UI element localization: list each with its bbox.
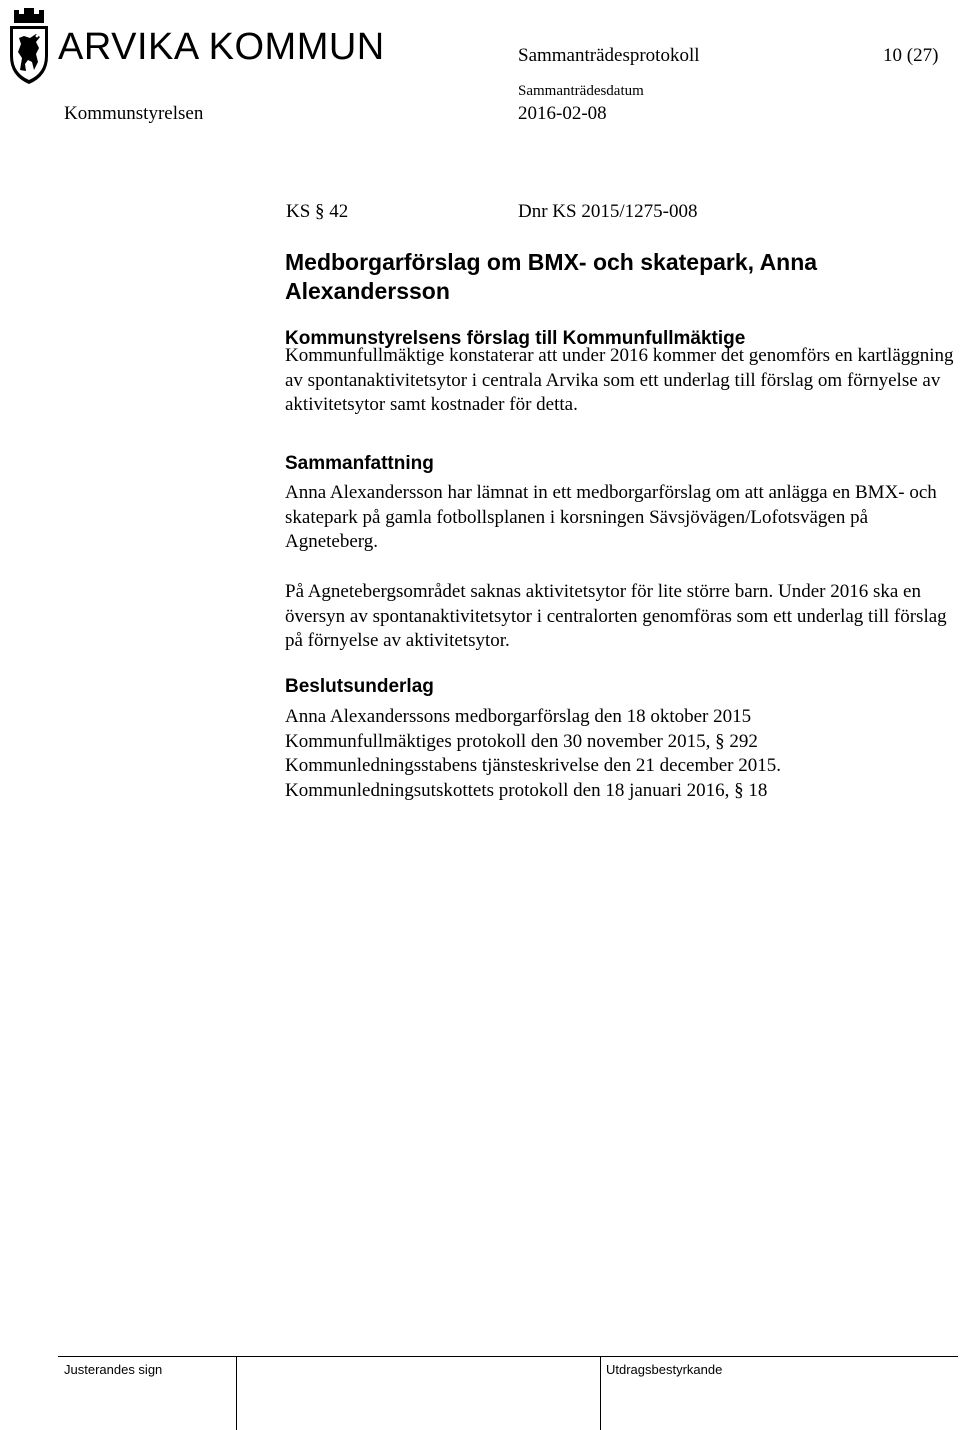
footer-signature-label: Justerandes sign	[64, 1362, 163, 1377]
summary-paragraph-1: Anna Alexandersson har lämnat in ett medborgarförslag om att anlägga en BMX- och skatepark på gamla fotbollsplanen i korsningen Sävsjövägen/Lofotsvägen på Agneteberg.	[285, 482, 937, 552]
footer-divider	[600, 1356, 601, 1430]
basis-heading: Beslutsunderlag	[285, 676, 434, 697]
footer-certification-label: Utdragsbestyrkande	[606, 1362, 723, 1377]
proposal-heading: Kommunstyrelsens förslag till Kommunfullmäktige	[285, 328, 746, 349]
registration-number: Dnr KS 2015/1275-008	[518, 201, 698, 222]
meeting-date: 2016-02-08	[518, 103, 607, 124]
brand-name: ARVIKA KOMMUN	[58, 26, 385, 68]
basis-item: Kommunfullmäktiges protokoll den 30 november 2015, § 292	[285, 730, 758, 752]
coat-of-arms-logo	[6, 4, 52, 88]
page-number: 10 (27)	[883, 45, 939, 66]
basis-list	[285, 705, 781, 803]
basis-item: Anna Alexanderssons medborgarförslag den 18 oktober 2015	[285, 706, 752, 727]
basis-item: Kommunledningsstabens tjänsteskrivelse den 21 december 2015.	[285, 755, 782, 776]
footer-rule	[58, 1356, 958, 1357]
case-number: KS § 42	[286, 201, 349, 222]
proposal-text: Kommunfullmäktige konstaterar att under 2016 kommer det genomförs en kartläggning av spontanaktivitetsytor i centrala Arvika som ett underlag till förslag om förnyelse av aktivitetsytor samt kostnader för detta.	[285, 345, 954, 415]
summary-heading: Sammanfattning	[285, 453, 434, 474]
basis-item: Kommunledningsutskottets protokoll den 18 januari 2016, § 18	[285, 779, 768, 801]
meeting-date-label: Sammanträdesdatum	[518, 83, 644, 99]
case-title: Medborgarförslag om BMX- och skatepark, Anna Alexandersson	[285, 249, 818, 304]
document-type: Sammanträdesprotokoll	[518, 45, 700, 66]
governing-body: Kommunstyrelsen	[64, 103, 204, 124]
summary-paragraph-2: På Agnetebergsområdet saknas aktivitetsytor för lite större barn. Under 2016 ska en översyn av spontanaktivitetsytor i centralorten genomföras som ett underlag till förslag på förnyelse av aktivitetsytor.	[285, 581, 947, 651]
footer-divider	[236, 1356, 237, 1430]
